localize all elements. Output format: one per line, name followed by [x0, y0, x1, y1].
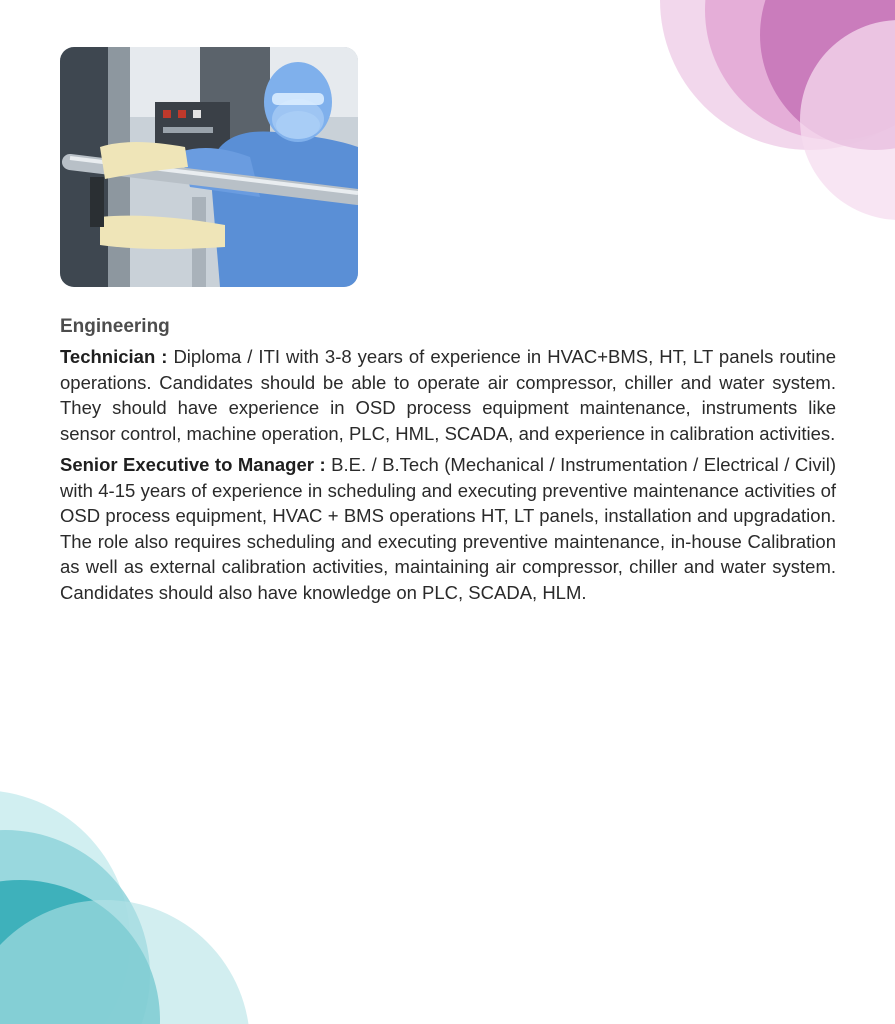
role-description: Diploma / ITI with 3-8 years of experience in HVAC+BMS, HT, LT panels routine operations. Candidates should be able to operate air compressor, chiller and water system. They should have experience in OSD process equipment maintenance, instruments like sensor control, machine operation, PLC, HML, SCADA, and experience in calibration activities. [60, 346, 836, 444]
role-senior-executive-to-manager [60, 452, 836, 605]
role-technician [60, 344, 836, 446]
role-label: Technician : [60, 346, 168, 367]
job-description-content [60, 316, 836, 611]
technician-photo [60, 47, 358, 287]
role-label: Senior Executive to Manager : [60, 454, 326, 475]
cleanroom-technician-illustration [60, 47, 358, 287]
section-title: Engineering [60, 316, 170, 337]
role-description: B.E. / B.Tech (Mechanical / Instrumentation / Electrical / Civil) with 4-15 years of experience in scheduling and executing preventive maintenance activities of OSD process equipment, HVAC + BMS operations HT, LT panels, installation and upgradation. The role also requires scheduling and executing preventive maintenance, in-house Calibration as well as external calibration activities, maintaining air compressor, chiller and water system. Candidates should also have knowledge on PLC, SCADA, HLM. [60, 454, 837, 603]
decorative-circle-teal [0, 900, 250, 1024]
